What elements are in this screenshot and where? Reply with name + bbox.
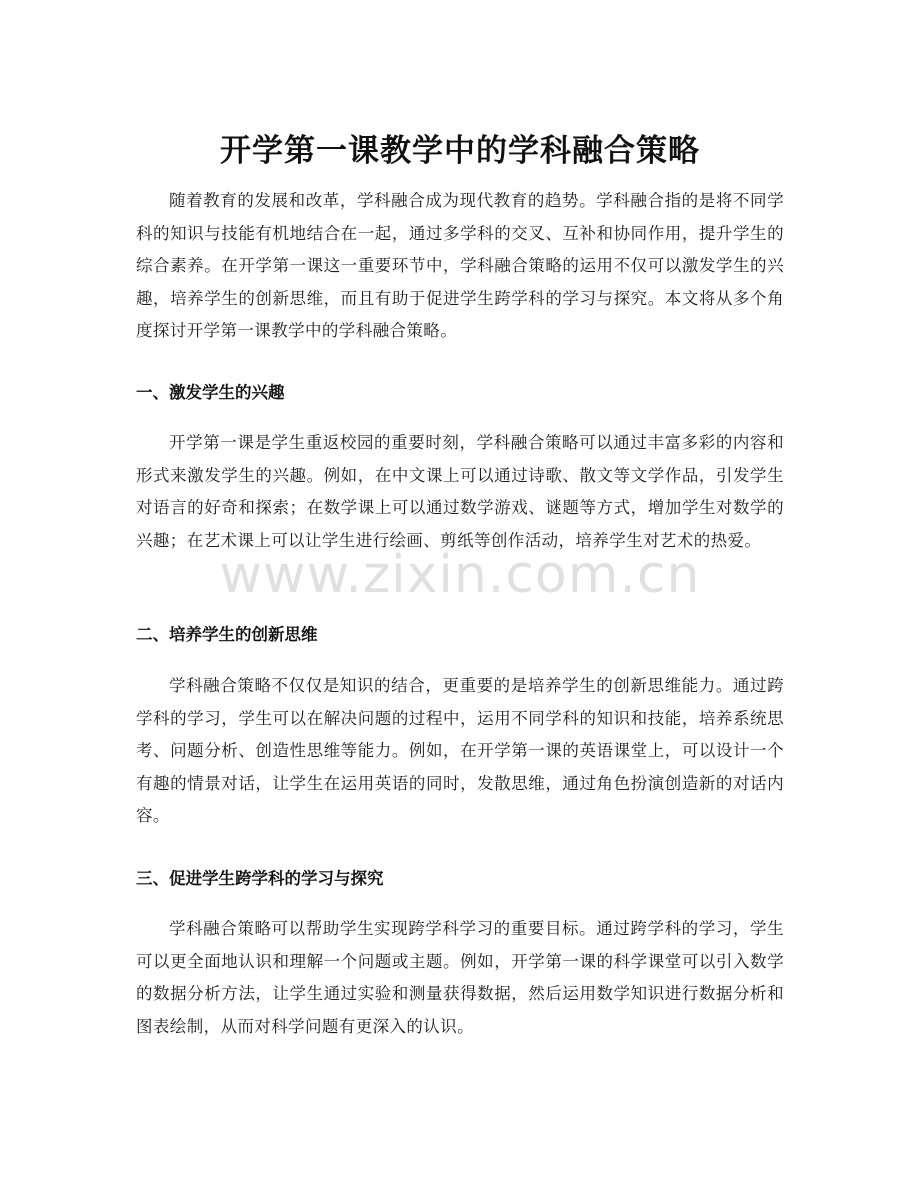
section-2-heading: 二、培养学生的创新思维 — [136, 625, 318, 644]
watermark: www.zixin.com.cn — [219, 545, 701, 605]
section-3-paragraph: 学科融合策略可以帮助学生实现跨学科学习的重要目标。通过跨学科的学习，学生可以更全面地认识和理解一个问题或主题。例如，开学第一课的科学课堂可以引入数学的数据分析方法，让学生通过实验和测量获得数据，然后运用数学知识进行数据分析和图表绘制，从而对科学问题有更深入的认识。 — [136, 919, 784, 1036]
section-1-heading: 一、激发学生的兴趣 — [136, 383, 285, 402]
document-title: 开学第一课教学中的学科融合策略 — [220, 132, 700, 169]
section-3-heading: 三、促进学生跨学科的学习与探究 — [136, 869, 384, 888]
section-2-paragraph: 学科融合策略不仅仅是知识的结合，更重要的是培养学生的创新思维能力。通过跨学科的学习，学生可以在解决问题的过程中，运用不同学科的知识和技能，培养系统思考、问题分析、创造性思维等能力。例如，在开学第一课的英语课堂上，可以设计一个有趣的情景对话，让学生在运用英语的同时，发散思维，通过角色扮演创造新的对话内容。 — [136, 676, 784, 825]
intro-paragraph: 随着教育的发展和改革，学科融合成为现代教育的趋势。学科融合指的是将不同学科的知识与技能有机地结合在一起，通过多学科的交叉、互补和协同作用，提升学生的综合素养。在开学第一课这一重要环节中，学科融合策略的运用不仅可以激发学生的兴趣，培养学生的创新思维，而且有助于促进学生跨学科的学习与探究。本文将从多个角度探讨开学第一课教学中的学科融合策略。 — [136, 191, 784, 340]
section-1-paragraph: 开学第一课是学生重返校园的重要时刻，学科融合策略可以通过丰富多彩的内容和形式来激发学生的兴趣。例如，在中文课上可以通过诗歌、散文等文学作品，引发学生对语言的好奇和探索；在数学课上可以通过数学游戏、谜题等方式，增加学生对数学的兴趣；在艺术课上可以让学生进行绘画、剪纸等创作活动，培养学生对艺术的热爱。 — [136, 433, 784, 550]
